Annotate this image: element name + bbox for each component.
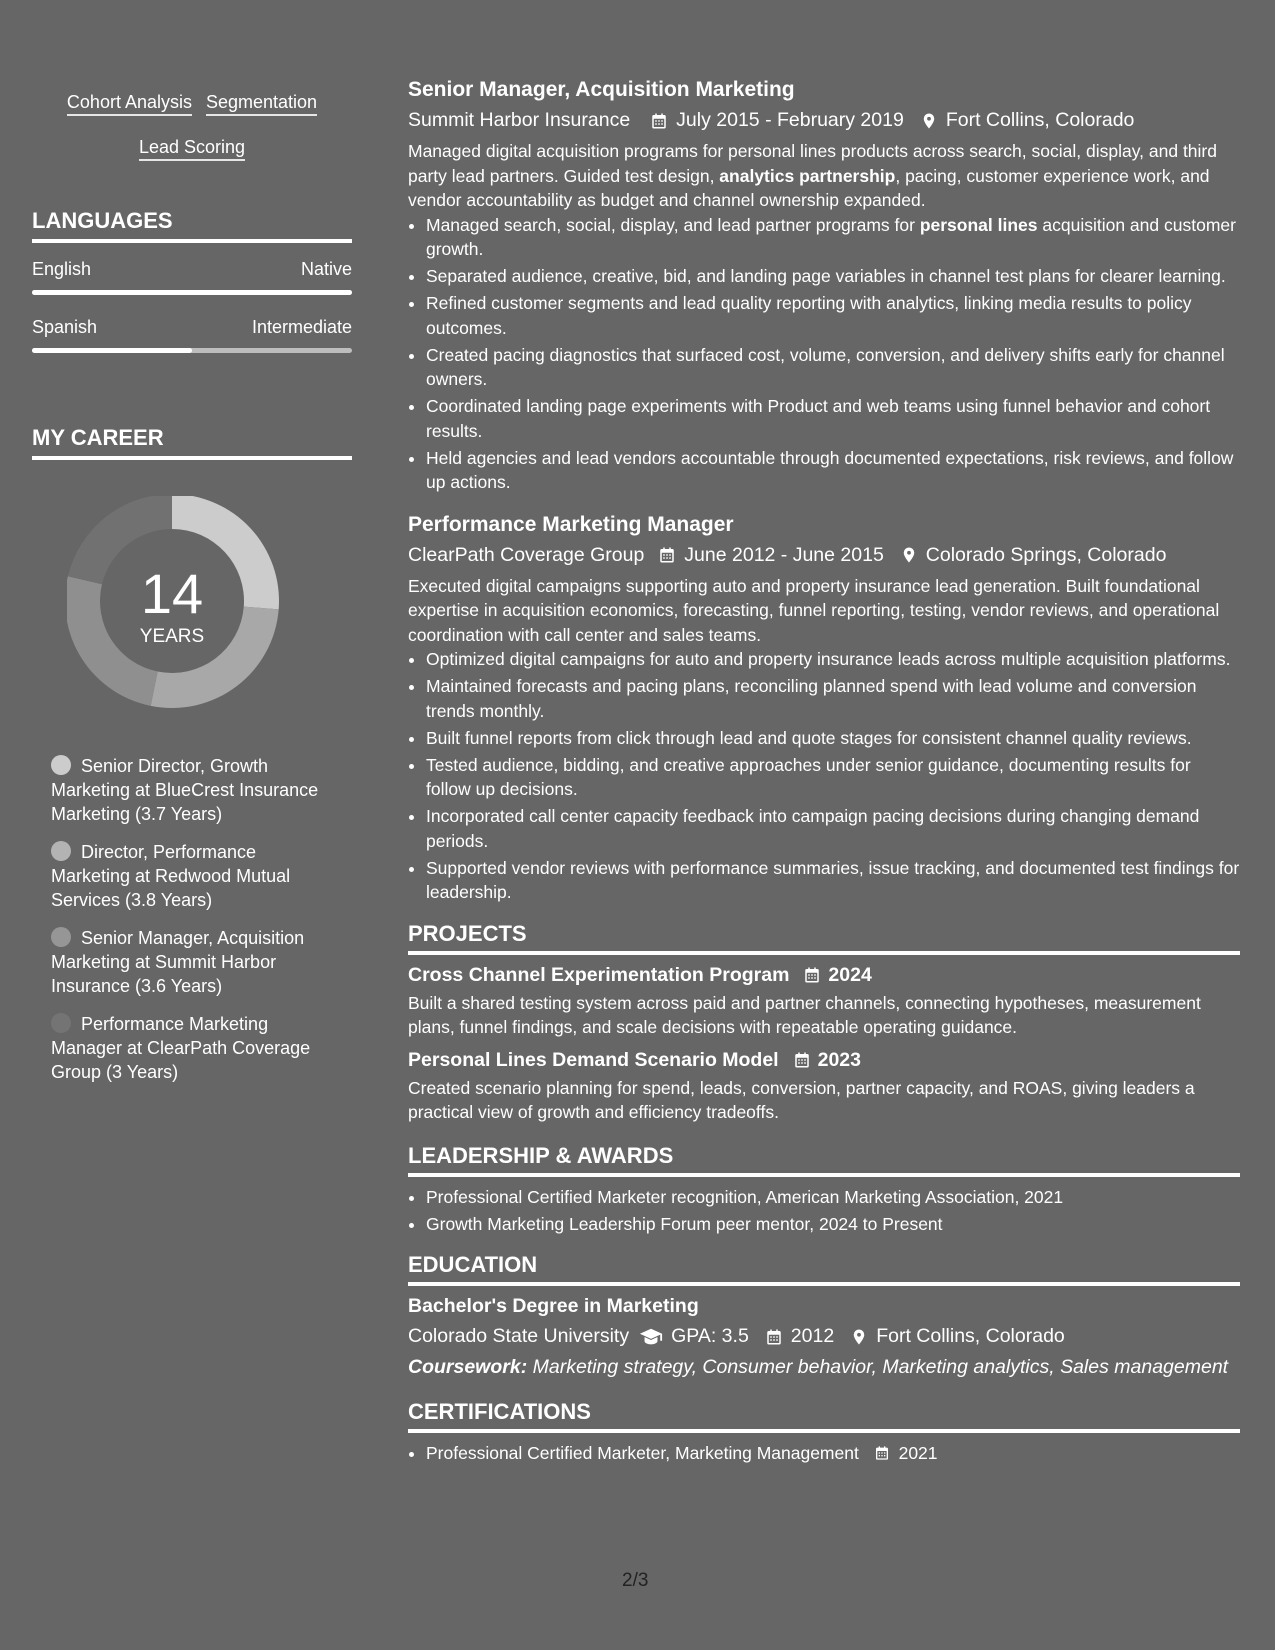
certifications-list	[408, 1441, 1240, 1466]
company-name: ClearPath Coverage Group	[408, 543, 645, 566]
career-donut	[67, 496, 307, 736]
list-item: • Coordinated landing page experiments with Product and web teams using funnel behavior and cohort results.	[426, 394, 1240, 443]
project-description: Built a shared testing system across paid and partner channels, connecting hypotheses, measurement plans, funnel findings, and scale decisions with repeatable operating guidance.	[408, 992, 1201, 1037]
legend-dot-icon	[51, 755, 71, 775]
project-year: 2024	[828, 963, 872, 986]
gpa: GPA: 3.5	[671, 1325, 749, 1347]
proficiency-fill	[32, 290, 352, 295]
sidebar	[32, 80, 352, 1098]
career-item	[51, 840, 321, 912]
career-list	[32, 754, 352, 1084]
job-entry	[408, 78, 1240, 495]
legend-dot-icon	[51, 1013, 71, 1033]
language-name: Spanish	[32, 317, 98, 337]
calendar-icon	[658, 546, 676, 564]
legend-dot-icon	[51, 927, 71, 947]
job-summary: Executed digital campaigns supporting auto and property insurance lead generation. Built foundational expertise in acquisition economics, forecasting, funnel reporting, testing, vendor reviews, and operational coordination with call center and sales teams.	[408, 575, 1220, 645]
job-title: Senior Manager, Acquisition Marketing	[408, 78, 795, 101]
job-bullets	[408, 213, 1240, 495]
list-item: • Optimized digital campaigns for auto and property insurance leads across multiple acquisition platforms.	[426, 647, 1240, 672]
job-location: Fort Collins, Colorado	[945, 109, 1135, 131]
proficiency-bar	[32, 290, 352, 295]
degree-title: Bachelor's Degree in Marketing	[408, 1295, 699, 1317]
list-item: • Supported vendor reviews with performance summaries, issue tracking, and documented test findings for leadership.	[426, 856, 1240, 905]
job-bullets	[408, 647, 1240, 905]
coursework: Coursework: Marketing strategy, Consumer behavior, Marketing analytics, Sales management	[408, 1356, 1229, 1378]
language-item	[32, 317, 352, 353]
skill-tag: Cohort Analysis	[67, 90, 192, 116]
list-item: • Professional Certified Marketer recognition, American Marketing Association, 2021	[426, 1185, 1240, 1210]
career-item-text: Senior Director, Growth Marketing at BlueCrest Insurance Marketing (3.7 Years)	[51, 756, 319, 824]
main-content	[408, 78, 1240, 1468]
career-total-years: 14	[140, 562, 204, 625]
education-meta	[408, 1325, 1240, 1348]
list-item: • Separated audience, creative, bid, and landing page variables in channel test plans for clearer learning.	[426, 264, 1240, 289]
list-item: • Held agencies and lead vendors accountable through documented expectations, risk reviews, and follow up actions.	[426, 446, 1240, 495]
school-location: Fort Collins, Colorado	[876, 1325, 1065, 1347]
list-item: • Refined customer segments and lead quality reporting with analytics, linking media results to policy outcomes.	[426, 291, 1240, 340]
calendar-icon	[874, 1445, 890, 1461]
language-level: Intermediate	[251, 317, 352, 337]
list-item: • Built funnel reports from click through lead and quote stages for consistent channel quality reviews.	[426, 726, 1240, 751]
list-item	[426, 1441, 1240, 1466]
language-level: Native	[300, 259, 352, 279]
job-meta	[408, 544, 1240, 567]
skill-tag: Lead Scoring	[139, 135, 245, 161]
job-title: Performance Marketing Manager	[408, 512, 734, 536]
calendar-icon	[793, 1051, 811, 1069]
list-item: • Growth Marketing Leadership Forum peer mentor, 2024 to Present	[426, 1212, 1240, 1237]
certification-name: Professional Certified Marketer, Marketing Management	[426, 1443, 859, 1463]
job-summary: Managed digital acquisition programs for personal lines products across search, social, display, and third party lead partners. Guided test design, analytics partnership, pacing, customer experience work, and vendor accountability as budget and channel ownership expanded.	[408, 141, 1217, 210]
languages-list	[32, 259, 352, 353]
career-item	[51, 754, 321, 826]
skill-tag: Segmentation	[206, 90, 317, 116]
location-pin-icon	[900, 546, 918, 564]
company-name: Summit Harbor Insurance	[408, 109, 631, 131]
page-number: 2/3	[622, 1570, 649, 1591]
language-name: English	[32, 259, 92, 279]
legend-dot-icon	[51, 841, 71, 861]
career-item-text: Senior Manager, Acquisition Marketing at Summit Harbor Insurance (3.6 Years)	[51, 928, 305, 996]
list-item: • Managed search, social, display, and lead partner programs for personal lines acquisition and customer growth.	[426, 213, 1240, 262]
project-entry	[408, 1049, 1240, 1125]
calendar-icon	[650, 112, 668, 130]
awards-list	[408, 1185, 1240, 1237]
career-item	[51, 926, 321, 998]
project-year: 2023	[817, 1048, 861, 1071]
certification-year: 2021	[898, 1443, 938, 1463]
project-title: Cross Channel Experimentation Program	[408, 963, 790, 986]
calendar-icon	[765, 1328, 783, 1346]
certifications-heading: CERTIFICATIONS	[408, 1399, 1240, 1433]
projects-heading: PROJECTS	[408, 921, 1240, 955]
career-years-label: YEARS	[139, 626, 205, 647]
job-entry	[408, 513, 1240, 905]
school-name: Colorado State University	[408, 1325, 630, 1347]
job-dates: July 2015 - February 2019	[676, 109, 904, 131]
awards-heading: LEADERSHIP & AWARDS	[408, 1143, 1240, 1177]
proficiency-bar	[32, 348, 352, 353]
list-item: • Maintained forecasts and pacing plans, reconciling planned spend with lead volume and conversion trends monthly.	[426, 674, 1240, 723]
career-item-text: Director, Performance Marketing at Redwood Mutual Services (3.8 Years)	[51, 842, 291, 910]
project-entry	[408, 964, 1240, 1040]
job-meta	[408, 109, 1240, 132]
project-title-row	[408, 1049, 1240, 1072]
list-item: • Tested audience, bidding, and creative approaches under senior guidance, documenting results for follow up decisions.	[426, 753, 1240, 802]
language-item	[32, 259, 352, 295]
graduation-cap-icon	[639, 1327, 663, 1347]
skill-tags	[32, 80, 352, 170]
proficiency-fill	[32, 348, 192, 353]
job-location: Colorado Springs, Colorado	[925, 543, 1167, 566]
location-pin-icon	[850, 1328, 868, 1346]
job-dates: June 2012 - June 2015	[684, 543, 884, 566]
list-item: • Incorporated call center capacity feedback into campaign pacing decisions during changing demand periods.	[426, 804, 1240, 853]
languages-heading: LANGUAGES	[32, 208, 352, 243]
education-heading: EDUCATION	[408, 1252, 1240, 1286]
career-item-text: Performance Marketing Manager at ClearPath Coverage Group (3 Years)	[51, 1014, 311, 1082]
location-pin-icon	[920, 112, 938, 130]
graduation-year: 2012	[790, 1325, 835, 1347]
project-title-row	[408, 964, 1240, 987]
calendar-icon	[803, 966, 821, 984]
project-title: Personal Lines Demand Scenario Model	[408, 1048, 779, 1071]
project-description: Created scenario planning for spend, leads, conversion, partner capacity, and ROAS, giving leaders a practical view of growth and efficiency tradeoffs.	[408, 1077, 1195, 1122]
list-item: • Created pacing diagnostics that surfaced cost, volume, conversion, and delivery shifts early for channel owners.	[426, 343, 1240, 392]
career-heading: MY CAREER	[32, 425, 352, 460]
career-item	[51, 1012, 321, 1084]
